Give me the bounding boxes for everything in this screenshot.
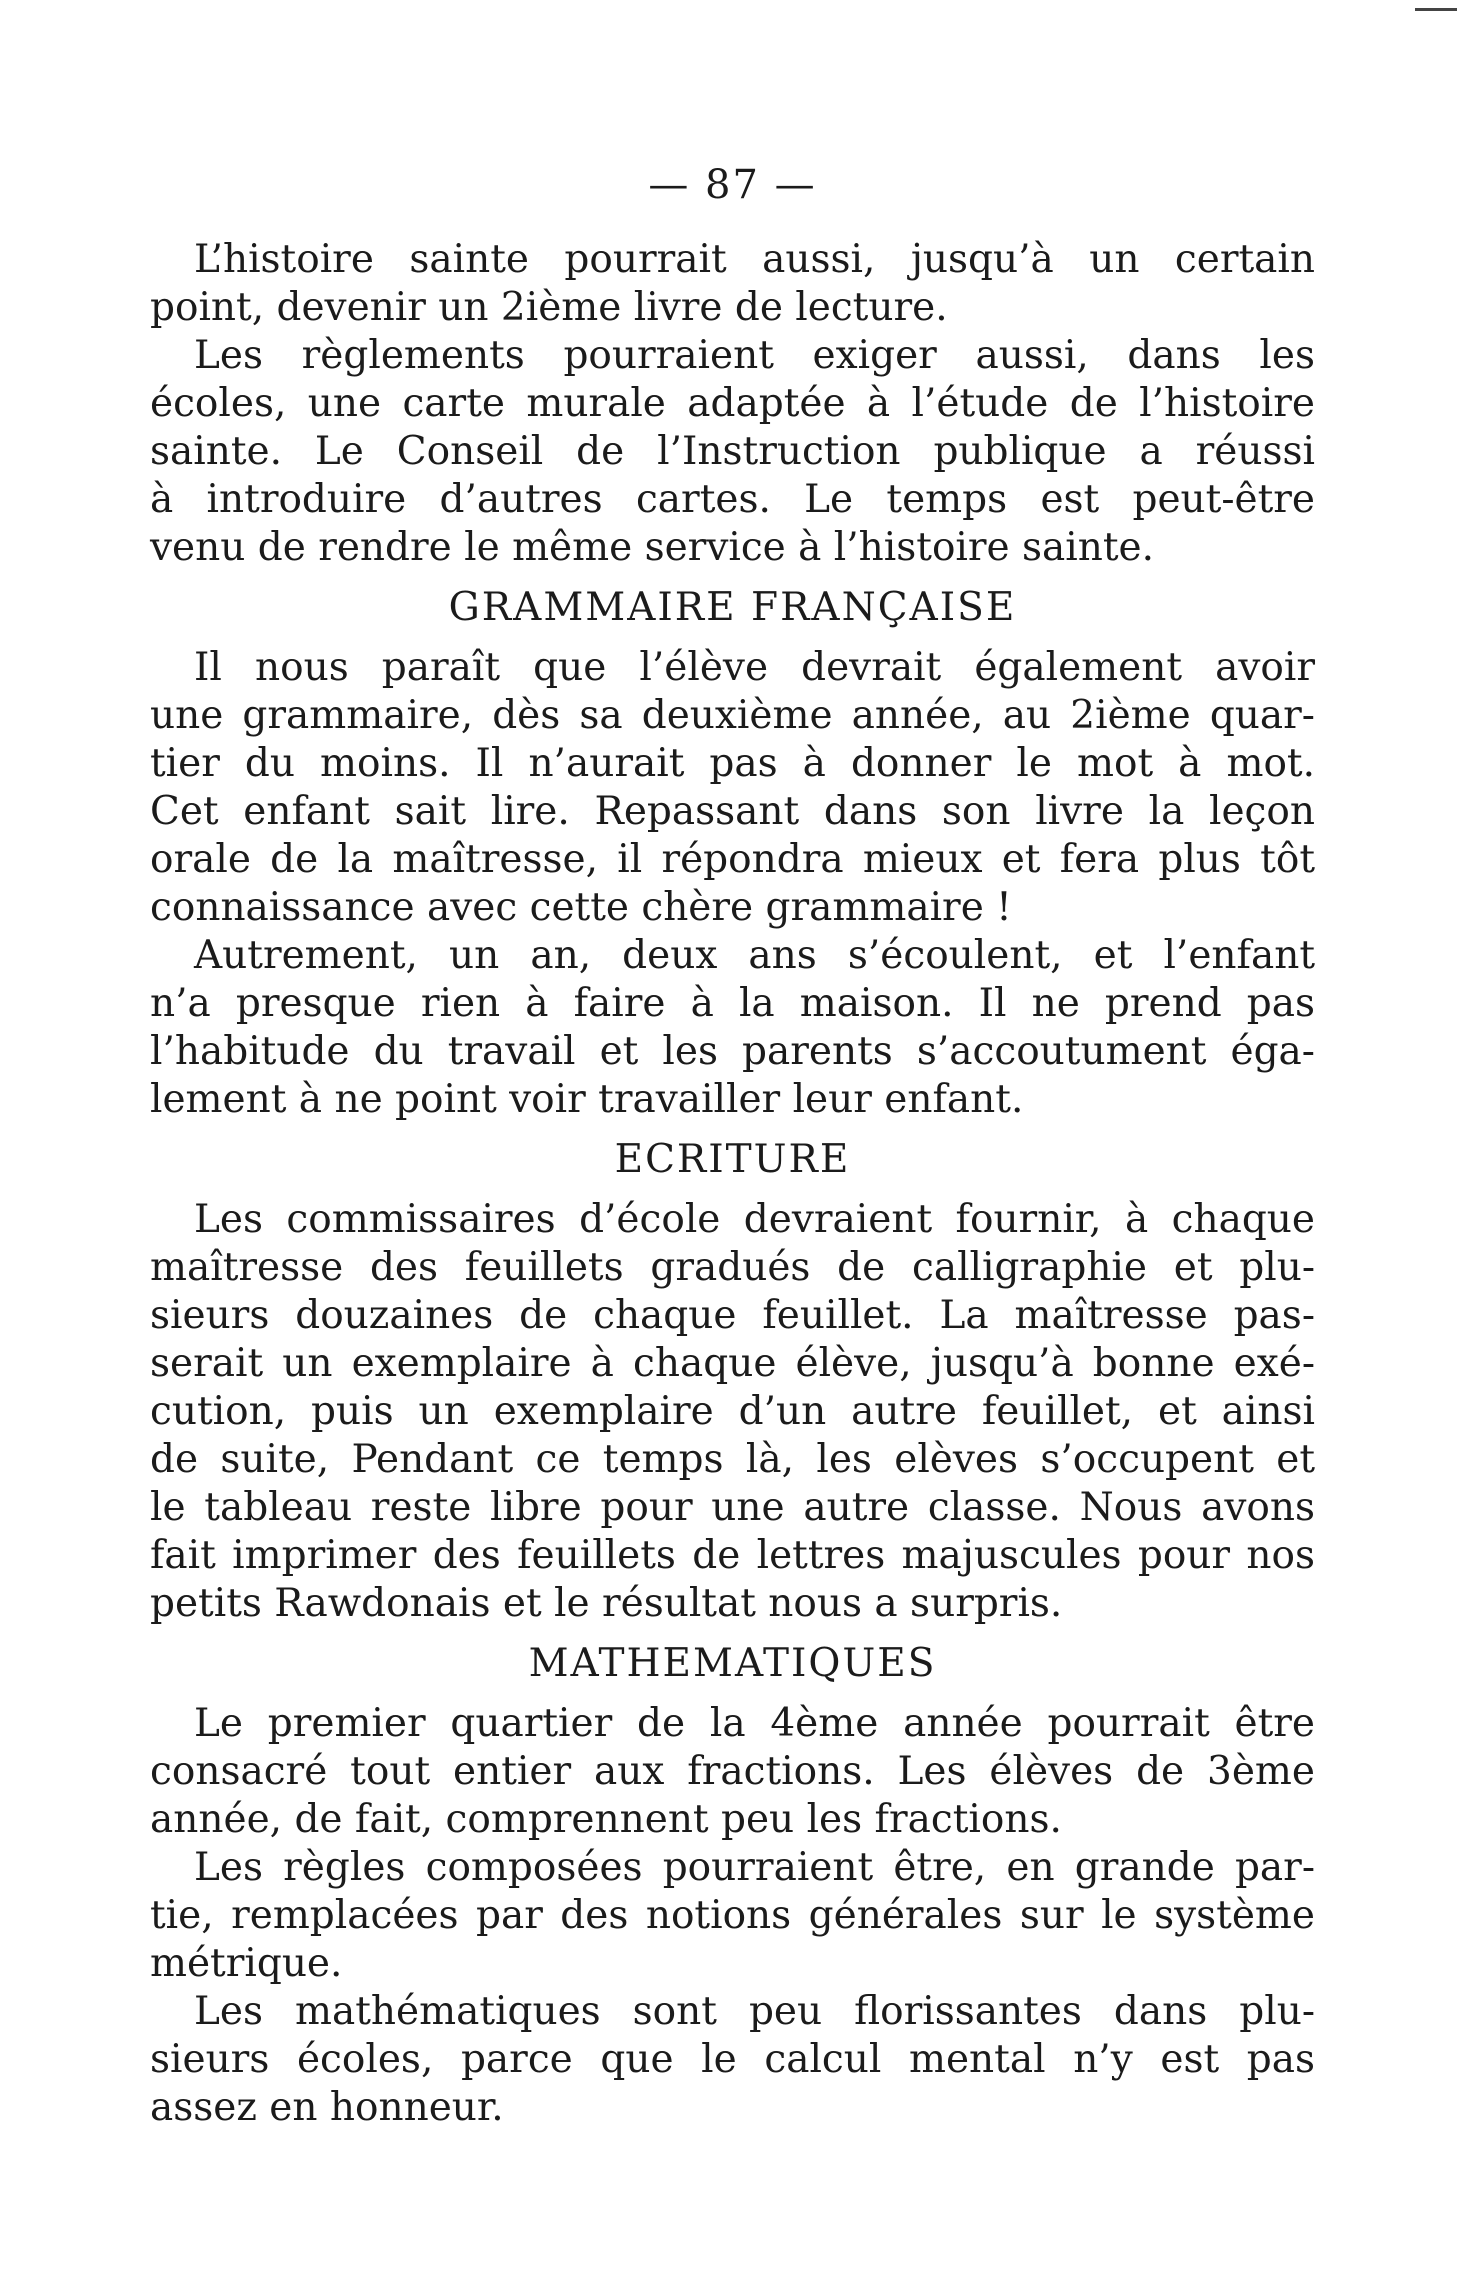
- text-line: sainte. Le Conseil de l’Instruction publique a réussi: [150, 429, 1315, 474]
- text-line: lement à ne point voir travailler leur enfant.: [150, 1077, 1024, 1122]
- text-line: sieurs douzaines de chaque feuillet. La maîtresse pas-: [150, 1293, 1315, 1338]
- text-line: fait imprimer des feuillets de lettres majuscules pour nos: [150, 1533, 1315, 1578]
- text-line: cution, puis un exemplaire d’un autre feuillet, et ainsi: [150, 1389, 1315, 1434]
- text-line: métrique.: [150, 1941, 343, 1986]
- page-number: — 87 —: [648, 162, 817, 208]
- text-line: tie, remplacées par des notions générales sur le système: [150, 1893, 1315, 1938]
- text-line: Le premier quartier de la 4ème année pourrait être: [194, 1701, 1315, 1746]
- text-line: n’a presque rien à faire à la maison. Il ne prend pas: [150, 981, 1315, 1026]
- text-line: écoles, une carte murale adaptée à l’étude de l’histoire: [150, 381, 1315, 426]
- text-line: Il nous paraît que l’élève devrait également avoir: [194, 645, 1315, 690]
- text-line: venu de rendre le même service à l’histoire sainte.: [150, 525, 1155, 570]
- text-line: Autrement, un an, deux ans s’écoulent, et l’enfant: [194, 933, 1315, 978]
- text-line: Cet enfant sait lire. Repassant dans son livre la leçon: [150, 789, 1315, 834]
- section-heading: ECRITURE: [614, 1137, 851, 1182]
- text-line: de suite, Pendant ce temps là, les elèves s’occupent et: [150, 1437, 1315, 1482]
- text-line: serait un exemplaire à chaque élève, jusqu’à bonne exé-: [150, 1341, 1315, 1386]
- text-line: une grammaire, dès sa deuxième année, au 2ième quar-: [150, 693, 1315, 738]
- text-line: consacré tout entier aux fractions. Les élèves de 3ème: [150, 1749, 1315, 1794]
- paragraph: [150, 1196, 1315, 1628]
- paragraph: [150, 644, 1315, 932]
- text-line: assez en honneur.: [150, 2085, 504, 2130]
- paragraph: [150, 932, 1315, 1124]
- text-line: point, devenir un 2ième livre de lecture.: [150, 285, 948, 330]
- text-line: tier du moins. Il n’aurait pas à donner le mot à mot.: [150, 741, 1315, 786]
- page-content: [150, 236, 1315, 2132]
- text-line: Les règlements pourraient exiger aussi, dans les: [194, 333, 1315, 378]
- text-line: Les mathématiques sont peu florissantes dans plu-: [194, 1989, 1315, 2034]
- text-line: sieurs écoles, parce que le calcul mental n’y est pas: [150, 2037, 1315, 2082]
- text-line: Les règles composées pourraient être, en grande par-: [194, 1845, 1315, 1890]
- paragraph: [150, 1988, 1315, 2132]
- section-heading: GRAMMAIRE FRANÇAISE: [448, 585, 1017, 630]
- paragraph: [150, 236, 1315, 332]
- text-line: L’histoire sainte pourrait aussi, jusqu’à un certain: [194, 237, 1315, 282]
- text-line: Les commissaires d’école devraient fournir, à chaque: [194, 1197, 1315, 1242]
- text-line: l’habitude du travail et les parents s’accoutument éga-: [150, 1029, 1315, 1074]
- text-line: le tableau reste libre pour une autre classe. Nous avons: [150, 1485, 1315, 1530]
- text-line: année, de fait, comprennent peu les fractions.: [150, 1797, 1062, 1842]
- text-line: maîtresse des feuillets gradués de calligraphie et plu-: [150, 1245, 1315, 1290]
- top-margin-rule: [1415, 8, 1457, 11]
- section-heading: MATHEMATIQUES: [528, 1641, 937, 1686]
- paragraph: [150, 332, 1315, 572]
- book-page: [150, 160, 1315, 2132]
- text-line: connaissance avec cette chère grammaire !: [150, 885, 1012, 930]
- paragraph: [150, 1700, 1315, 1844]
- text-line: orale de la maîtresse, il répondra mieux et fera plus tôt: [150, 837, 1315, 882]
- text-line: petits Rawdonais et le résultat nous a surpris.: [150, 1581, 1063, 1626]
- paragraph: [150, 1844, 1315, 1988]
- text-line: à introduire d’autres cartes. Le temps est peut-être: [150, 477, 1315, 522]
